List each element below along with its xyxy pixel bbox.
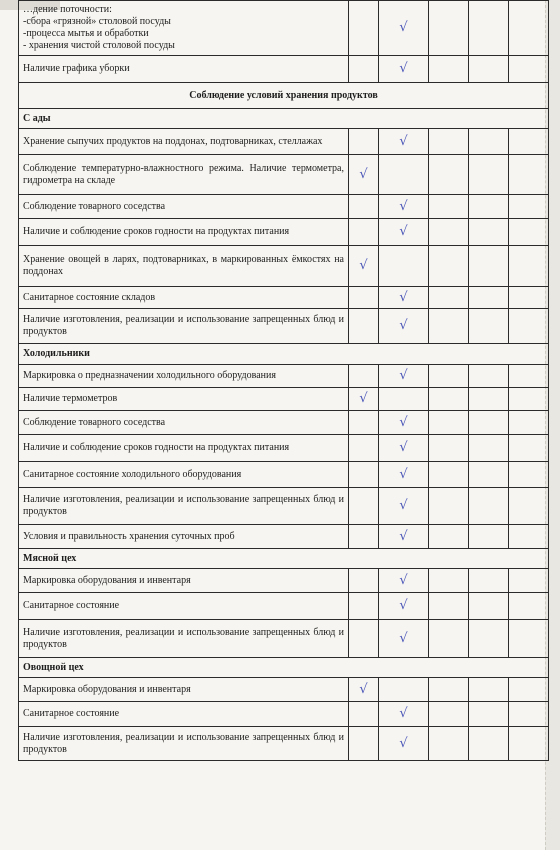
checkmark-cell: √ — [379, 56, 429, 83]
criterion-text: Соблюдение температурно-влажностного режима. Наличие термометра, гидрометра на складе — [19, 155, 349, 195]
empty-mark-cell — [429, 287, 469, 309]
empty-mark-cell — [349, 462, 379, 488]
criterion-row — [19, 488, 549, 525]
empty-mark-cell — [469, 219, 509, 246]
empty-mark-cell — [509, 702, 549, 727]
criterion-row — [19, 129, 549, 155]
empty-mark-cell — [509, 388, 549, 411]
checkmark-cell: √ — [379, 195, 429, 219]
empty-mark-cell — [379, 246, 429, 287]
empty-mark-cell — [509, 488, 549, 525]
criterion-text: Наличие изготовления, реализации и использование запрещенных блюд и продуктов — [19, 620, 349, 658]
criterion-text: Наличие и соблюдение сроков годности на продуктах питания — [19, 219, 349, 246]
criterion-line: -процесса мытья и обработки — [23, 28, 149, 39]
criterion-row — [19, 195, 549, 219]
empty-mark-cell — [469, 569, 509, 593]
criterion-line: - хранения чистой столовой посуды — [23, 40, 175, 51]
empty-mark-cell — [509, 219, 549, 246]
criterion-text: Наличие изготовления, реализации и использование запрещенных блюд и продуктов — [19, 727, 349, 761]
empty-mark-cell — [349, 702, 379, 727]
checkmark-cell: √ — [379, 219, 429, 246]
empty-mark-cell — [429, 727, 469, 761]
criterion-text: Наличие изготовления, реализации и использование запрещенных блюд и продуктов — [19, 309, 349, 344]
section-heading: Соблюдение условий хранения продуктов — [19, 83, 549, 109]
checkmark-cell: √ — [379, 488, 429, 525]
empty-mark-cell — [429, 593, 469, 620]
criterion-row — [19, 287, 549, 309]
empty-mark-cell — [349, 488, 379, 525]
empty-mark-cell — [429, 702, 469, 727]
empty-mark-cell — [429, 219, 469, 246]
empty-mark-cell — [509, 129, 549, 155]
criterion-row — [19, 56, 549, 83]
empty-mark-cell — [429, 388, 469, 411]
empty-mark-cell — [469, 462, 509, 488]
empty-mark-cell — [509, 525, 549, 549]
checkmark-cell: √ — [379, 593, 429, 620]
empty-mark-cell — [469, 246, 509, 287]
empty-mark-cell — [469, 702, 509, 727]
empty-mark-cell — [379, 388, 429, 411]
empty-mark-cell — [469, 620, 509, 658]
subsection-heading-row — [19, 658, 549, 678]
empty-mark-cell — [509, 1, 549, 56]
empty-mark-cell — [429, 569, 469, 593]
subsection-heading: Холодильники — [19, 344, 549, 365]
checkmark-cell: √ — [379, 727, 429, 761]
empty-mark-cell — [349, 129, 379, 155]
criterion-line: -сбора «грязной» столовой посуды — [23, 16, 171, 27]
empty-mark-cell — [379, 678, 429, 702]
checkmark-cell: √ — [379, 411, 429, 435]
checkmark-cell: √ — [379, 435, 429, 462]
criterion-row — [19, 155, 549, 195]
empty-mark-cell — [509, 462, 549, 488]
empty-mark-cell — [469, 488, 509, 525]
empty-mark-cell — [429, 195, 469, 219]
empty-mark-cell — [349, 287, 379, 309]
criterion-row — [19, 702, 549, 727]
empty-mark-cell — [509, 678, 549, 702]
criterion-row — [19, 219, 549, 246]
empty-mark-cell — [349, 1, 379, 56]
empty-mark-cell — [509, 309, 549, 344]
criterion-text: Санитарное состояние — [19, 593, 349, 620]
criterion-text: Наличие графика уборки — [19, 56, 349, 83]
criterion-line: …дение поточности: — [23, 4, 112, 15]
checkmark-cell: √ — [379, 702, 429, 727]
criterion-row — [19, 1, 549, 56]
checkmark-cell: √ — [379, 462, 429, 488]
empty-mark-cell — [349, 525, 379, 549]
empty-mark-cell — [429, 365, 469, 388]
empty-mark-cell — [349, 569, 379, 593]
criterion-text: Санитарное состояние — [19, 702, 349, 727]
empty-mark-cell — [429, 246, 469, 287]
empty-mark-cell — [469, 435, 509, 462]
empty-mark-cell — [349, 219, 379, 246]
empty-mark-cell — [469, 56, 509, 83]
empty-mark-cell — [509, 56, 549, 83]
checkmark-cell: √ — [349, 388, 379, 411]
criterion-row — [19, 388, 549, 411]
criterion-text: Наличие термометров — [19, 388, 349, 411]
empty-mark-cell — [509, 246, 549, 287]
criterion-text: Соблюдение товарного соседства — [19, 195, 349, 219]
empty-mark-cell — [349, 411, 379, 435]
empty-mark-cell — [429, 309, 469, 344]
criterion-text: Соблюдение товарного соседства — [19, 411, 349, 435]
empty-mark-cell — [509, 195, 549, 219]
subsection-heading: С ады — [19, 109, 549, 129]
empty-mark-cell — [429, 435, 469, 462]
empty-mark-cell — [469, 1, 509, 56]
empty-mark-cell — [469, 287, 509, 309]
empty-mark-cell — [429, 1, 469, 56]
empty-mark-cell — [349, 435, 379, 462]
subsection-heading: Мясной цех — [19, 549, 549, 569]
empty-mark-cell — [469, 309, 509, 344]
empty-mark-cell — [349, 309, 379, 344]
empty-mark-cell — [429, 155, 469, 195]
empty-mark-cell — [509, 365, 549, 388]
checkmark-cell: √ — [379, 309, 429, 344]
empty-mark-cell — [509, 287, 549, 309]
empty-mark-cell — [349, 365, 379, 388]
empty-mark-cell — [509, 411, 549, 435]
checkmark-cell: √ — [379, 569, 429, 593]
criterion-row — [19, 365, 549, 388]
criterion-text: Маркировка о предназначении холодильного оборудования — [19, 365, 349, 388]
criterion-row — [19, 246, 549, 287]
checkmark-cell: √ — [379, 525, 429, 549]
checkmark-cell: √ — [349, 155, 379, 195]
checklist-body — [19, 1, 549, 761]
empty-mark-cell — [429, 129, 469, 155]
empty-mark-cell — [509, 155, 549, 195]
empty-mark-cell — [429, 411, 469, 435]
empty-mark-cell — [509, 620, 549, 658]
empty-mark-cell — [469, 129, 509, 155]
criterion-text: Хранение сыпучих продуктов на поддонах, подтоварниках, стеллажах — [19, 129, 349, 155]
empty-mark-cell — [469, 678, 509, 702]
criterion-text: Маркировка оборудования и инвентаря — [19, 569, 349, 593]
subsection-heading-row — [19, 344, 549, 365]
subsection-heading-row — [19, 109, 549, 129]
empty-mark-cell — [509, 435, 549, 462]
criterion-row — [19, 525, 549, 549]
subsection-heading-row — [19, 549, 549, 569]
criterion-row — [19, 411, 549, 435]
empty-mark-cell — [429, 462, 469, 488]
empty-mark-cell — [429, 56, 469, 83]
criterion-row — [19, 569, 549, 593]
empty-mark-cell — [509, 593, 549, 620]
checkmark-cell: √ — [379, 287, 429, 309]
empty-mark-cell — [349, 56, 379, 83]
empty-mark-cell — [469, 195, 509, 219]
empty-mark-cell — [349, 195, 379, 219]
criterion-text: Маркировка оборудования и инвентаря — [19, 678, 349, 702]
empty-mark-cell — [429, 620, 469, 658]
criterion-text — [19, 1, 349, 56]
empty-mark-cell — [469, 365, 509, 388]
checkmark-cell: √ — [379, 129, 429, 155]
inspection-checklist-table — [18, 0, 549, 761]
criterion-row — [19, 435, 549, 462]
empty-mark-cell — [469, 411, 509, 435]
subsection-heading: Овощной цех — [19, 658, 549, 678]
criterion-text: Наличие и соблюдение сроков годности на продуктах питания — [19, 435, 349, 462]
empty-mark-cell — [509, 569, 549, 593]
criterion-text: Санитарное состояние складов — [19, 287, 349, 309]
criterion-text: Хранение овощей в ларях, подтоварниках, в маркированных ёмкостях на поддонах — [19, 246, 349, 287]
criterion-row — [19, 593, 549, 620]
checkmark-cell: √ — [379, 365, 429, 388]
checkmark-cell: √ — [349, 678, 379, 702]
empty-mark-cell — [349, 593, 379, 620]
criterion-text: Санитарное состояние холодильного оборудования — [19, 462, 349, 488]
empty-mark-cell — [379, 155, 429, 195]
checkmark-cell: √ — [379, 1, 429, 56]
empty-mark-cell — [509, 727, 549, 761]
empty-mark-cell — [349, 620, 379, 658]
criterion-row — [19, 309, 549, 344]
empty-mark-cell — [469, 593, 509, 620]
criterion-row — [19, 727, 549, 761]
section-heading-row — [19, 83, 549, 109]
criterion-text: Условия и правильность хранения суточных проб — [19, 525, 349, 549]
empty-mark-cell — [349, 727, 379, 761]
criterion-row — [19, 678, 549, 702]
checkmark-cell: √ — [379, 620, 429, 658]
empty-mark-cell — [469, 727, 509, 761]
empty-mark-cell — [429, 488, 469, 525]
checkmark-cell: √ — [349, 246, 379, 287]
criterion-row — [19, 620, 549, 658]
criterion-text: Наличие изготовления, реализации и использование запрещенных блюд и продуктов — [19, 488, 349, 525]
empty-mark-cell — [469, 388, 509, 411]
empty-mark-cell — [429, 678, 469, 702]
empty-mark-cell — [429, 525, 469, 549]
empty-mark-cell — [469, 525, 509, 549]
empty-mark-cell — [469, 155, 509, 195]
criterion-row — [19, 462, 549, 488]
